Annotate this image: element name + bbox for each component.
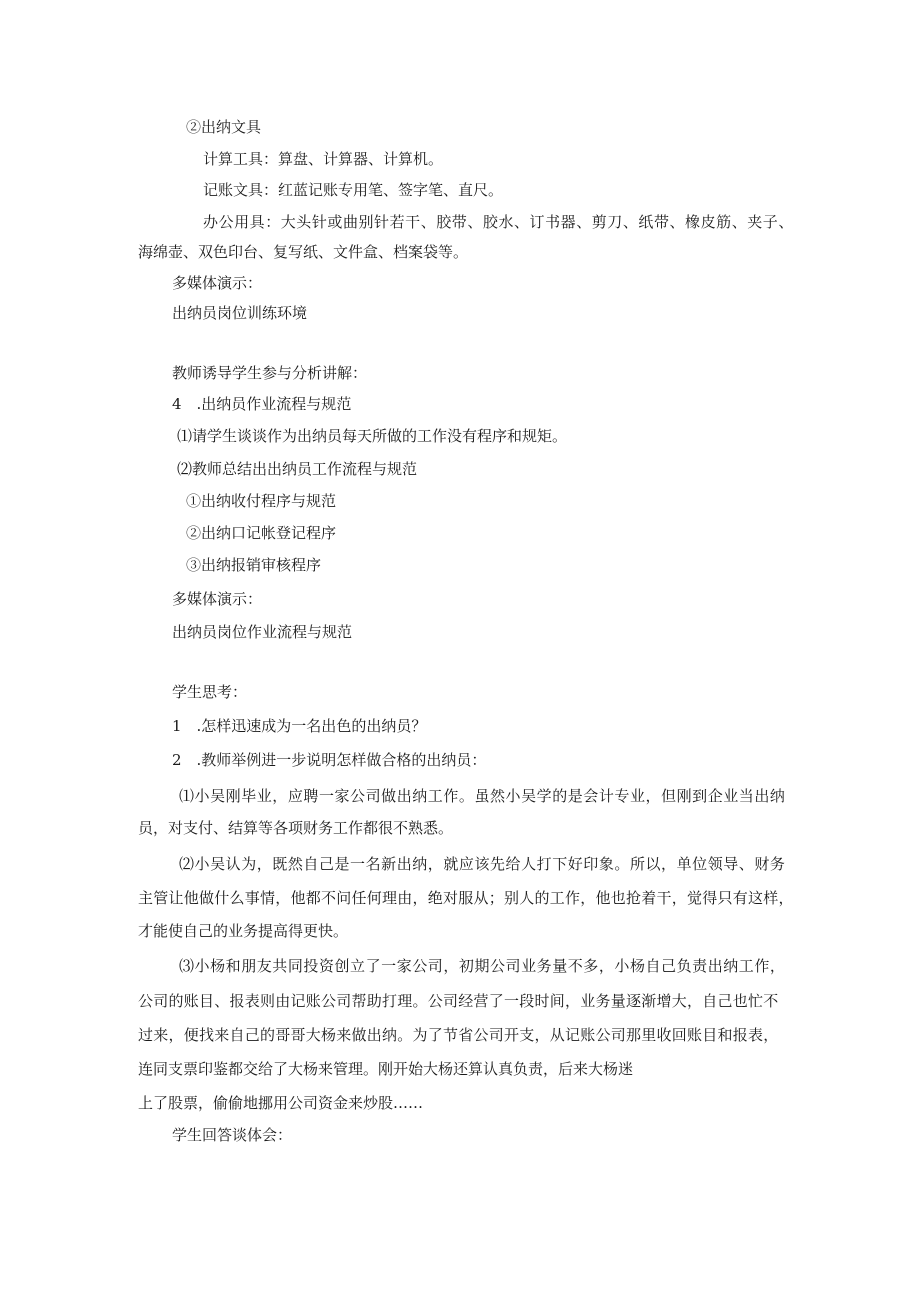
case-3-line-4: 连同支票印鉴都交给了大杨来管理。刚开始大杨还算认真负责，后来大杨迷 xyxy=(138,1060,634,1078)
case-2-line-3: 才能使自己的业务提高得更快。 xyxy=(138,922,349,940)
student-answer-label: 学生回答谈体会： xyxy=(172,1126,293,1144)
calc-tools-line: 计算工具：算盘、计算器、计算机。 xyxy=(203,150,444,168)
case-3-line-3: 过来，便找来自己的哥哥大杨来做出纳。为了节省公司开支，从记账公司那里收回账目和报表， xyxy=(138,1026,779,1044)
section-title-4: 4 .出纳员作业流程与规范 xyxy=(172,395,352,413)
multimedia-content-2: 出纳员岗位作业流程与规范 xyxy=(172,623,353,641)
teacher-guide-intro: 教师诱导学生参与分析讲解： xyxy=(172,364,368,382)
student-thinking-label: 学生思考： xyxy=(172,683,248,701)
guide-sub-item-2: ②出纳口记帐登记程序 xyxy=(186,524,337,542)
case-3-line-5: 上了股票，偷偷地挪用公司资金来炒股…… xyxy=(138,1094,424,1112)
thinking-question-1: 1 .怎样迅速成为一名出色的出纳员？ xyxy=(172,717,427,735)
stationery-heading: ②出纳文具 xyxy=(186,118,262,136)
case-1-line-2: 员，对支付、结算等各项财务工作都很不熟悉。 xyxy=(138,819,454,837)
guide-item-1: ⑴请学生谈谈作为出纳员每天所做的工作没有程序和规矩。 xyxy=(177,427,568,445)
case-3-line-2: 公司的账目、报表则由记账公司帮助打理。公司经营了一段时间，业务量逐渐增大，自己也忙不 xyxy=(138,992,779,1010)
multimedia-label-1: 多媒体演示： xyxy=(172,274,263,292)
case-2-line-1: ⑵小吴认为，既然自己是一名新出纳，就应该先给人打下好印象。所以，单位领导、财务 xyxy=(179,855,786,873)
guide-sub-item-3: ③出纳报销审核程序 xyxy=(186,556,322,574)
thinking-question-2: 2 .教师举例进一步说明怎样做合格的出纳员： xyxy=(172,751,487,769)
case-1-line-1: ⑴小吴刚毕业，应聘一家公司做出纳工作。虽然小吴学的是会计专业，但刚到企业当出纳 xyxy=(179,787,786,805)
case-3-line-1: ⑶小杨和朋友共同投资创立了一家公司，初期公司业务量不多，小杨自己负责出纳工作， xyxy=(179,957,786,975)
multimedia-content-1: 出纳员岗位训练环境 xyxy=(172,304,308,322)
case-2-line-2: 主管让他做什么事情，他都不问任何理由，绝对服从；别人的工作，他也抢着干，觉得只有这样， xyxy=(138,889,794,907)
office-supplies-line-2: 海绵壶、双色印台、复写纸、文件盒、档案袋等。 xyxy=(138,243,469,261)
multimedia-label-2: 多媒体演示： xyxy=(172,590,263,608)
office-supplies-line-1: 办公用具：大头针或曲别针若干、胶带、胶水、订书器、剪刀、纸带、橡皮筋、夹子、 xyxy=(203,213,794,231)
guide-item-2: ⑵教师总结出出纳员工作流程与规范 xyxy=(177,460,418,478)
bookkeeping-tools-line: 记账文具：红蓝记账专用笔、签字笔、直尺。 xyxy=(203,181,504,199)
guide-sub-item-1: ①出纳收付程序与规范 xyxy=(186,492,337,510)
